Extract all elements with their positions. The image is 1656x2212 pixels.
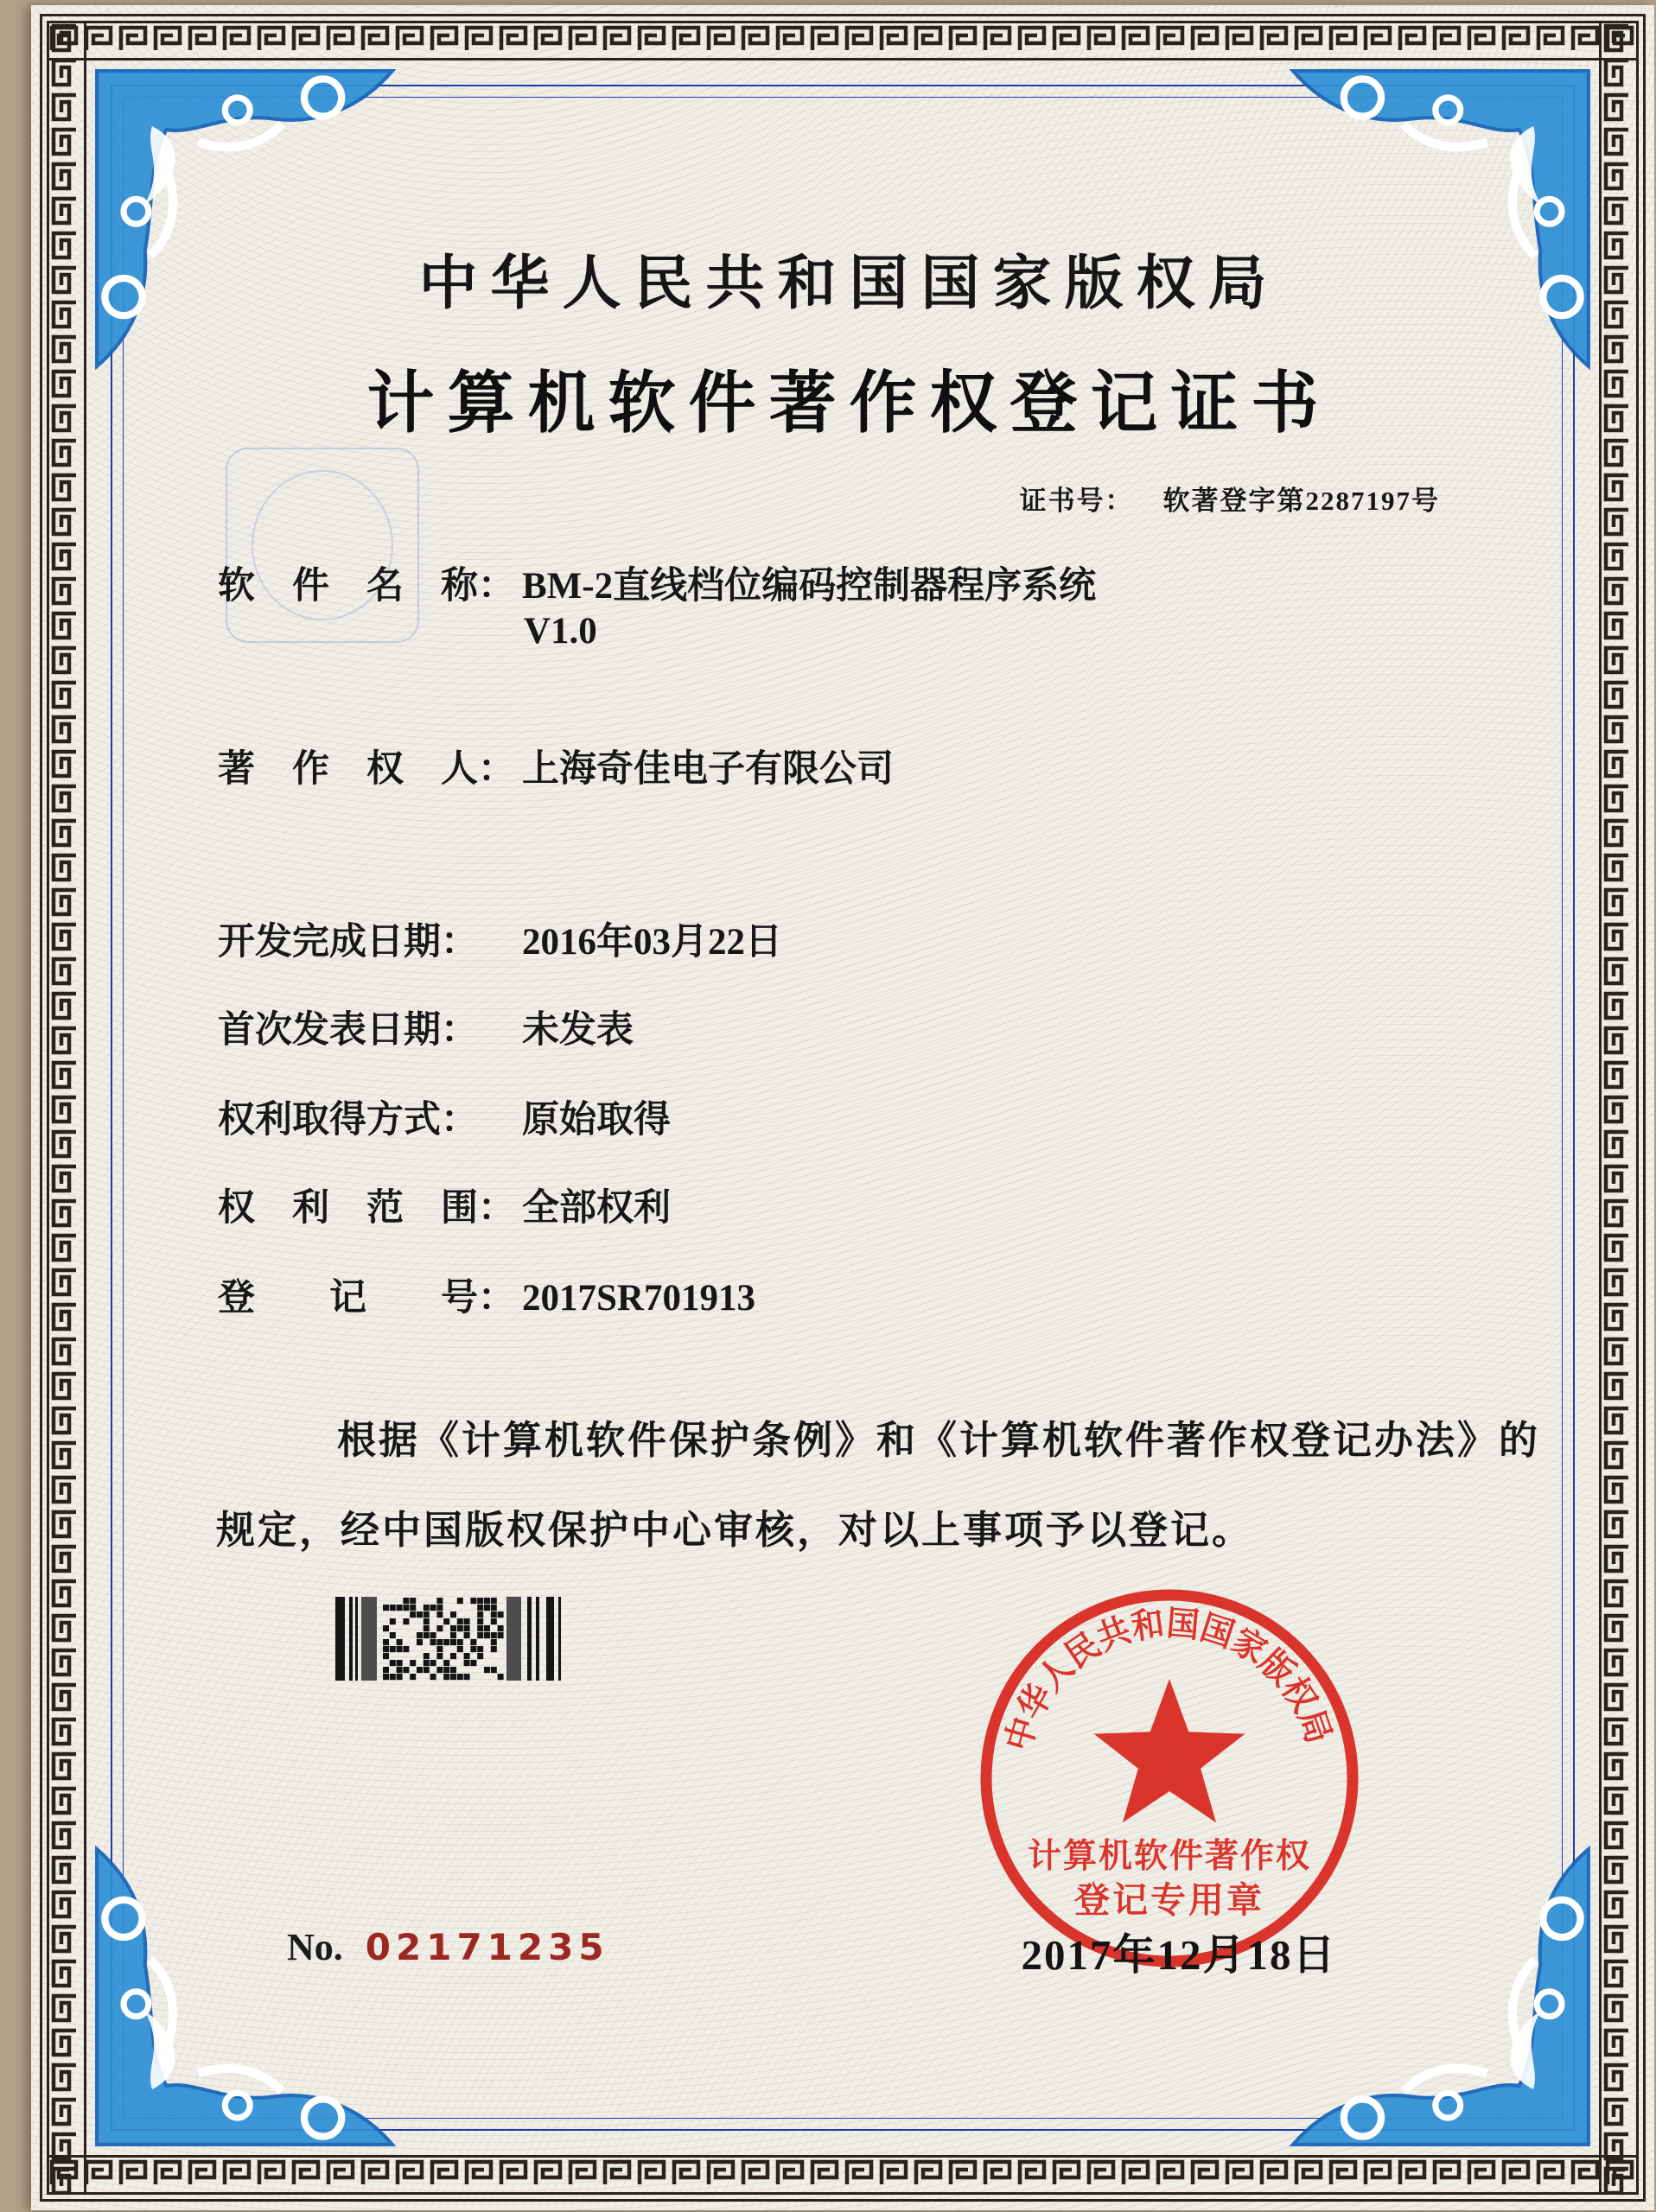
field-software-name — [218, 556, 1096, 609]
seal-ring-text: 中华人民共和国国家版权局 — [997, 1603, 1340, 1756]
serial-number-line — [287, 1925, 609, 1969]
issuing-authority-title: 中华人民共和国国家版权局 — [418, 251, 1280, 316]
issue-date: 2017年12月18日 — [1021, 1931, 1337, 1979]
field-acquisition-method — [218, 1090, 671, 1143]
seal-text-line1: 计算机软件著作权 — [1027, 1838, 1312, 1875]
seal-text-line2: 登记专用章 — [1074, 1880, 1264, 1920]
field-label: 权 利 范 围： — [218, 1188, 515, 1229]
field-value: 上海奇佳电子有限公司 — [522, 749, 894, 790]
field-registration-number — [218, 1268, 755, 1321]
certificate-page — [31, 5, 1654, 2210]
field-value: 2016年03月22日 — [522, 922, 782, 963]
greek-key-border-right — [1599, 21, 1639, 2195]
field-scope-of-rights — [218, 1179, 671, 1231]
field-label: 软 件 名 称： — [218, 566, 515, 607]
field-value: BM-2直线档位编码控制器程序系统 — [522, 566, 1097, 607]
greek-key-border-bottom — [47, 2155, 1639, 2195]
embossed-watermark — [226, 448, 419, 643]
seal-star-icon — [1094, 1679, 1245, 1822]
field-label: 开发完成日期： — [218, 922, 478, 963]
certificate-number-label: 证书号： — [1019, 486, 1134, 516]
field-value-line2: V1.0 — [524, 611, 597, 652]
field-value: 未发表 — [522, 1010, 634, 1051]
floral-corner-ornament-icon — [1290, 67, 1592, 370]
field-label: 登 记 号： — [218, 1278, 515, 1319]
field-completion-date — [218, 912, 782, 965]
field-software-version — [524, 610, 597, 652]
certificate-title: 计算机软件著作权登记证书 — [366, 365, 1332, 441]
serial-number: 02171235 — [365, 1926, 609, 1968]
certificate-number-line — [1020, 479, 1441, 518]
field-label: 权利取得方式： — [218, 1100, 478, 1141]
field-value: 2017SR701913 — [522, 1278, 755, 1319]
floral-corner-ornament-icon — [93, 67, 396, 370]
registration-statement-line1: 根据《计算机软件保护条例》和《计算机软件著作权登记办法》的 — [337, 1419, 1541, 1462]
field-value: 全部权利 — [522, 1188, 671, 1229]
greek-key-border-top — [47, 21, 1639, 60]
field-copyright-owner — [218, 740, 894, 792]
floral-corner-ornament-icon — [93, 1846, 396, 2148]
greek-key-border-left — [47, 21, 86, 2195]
field-label: 著 作 权 人： — [218, 749, 515, 790]
field-first-publication — [218, 1001, 634, 1053]
field-label: 首次发表日期： — [218, 1010, 478, 1051]
serial-label: No. — [287, 1926, 343, 1968]
official-seal — [966, 1575, 1373, 1981]
barcode — [335, 1597, 569, 1681]
field-value: 原始取得 — [522, 1100, 671, 1141]
registration-statement-line2: 规定，经中国版权保护中心审核，对以上事项予以登记。 — [216, 1509, 1254, 1552]
certificate-number-value: 软著登字第2287197号 — [1162, 486, 1440, 516]
